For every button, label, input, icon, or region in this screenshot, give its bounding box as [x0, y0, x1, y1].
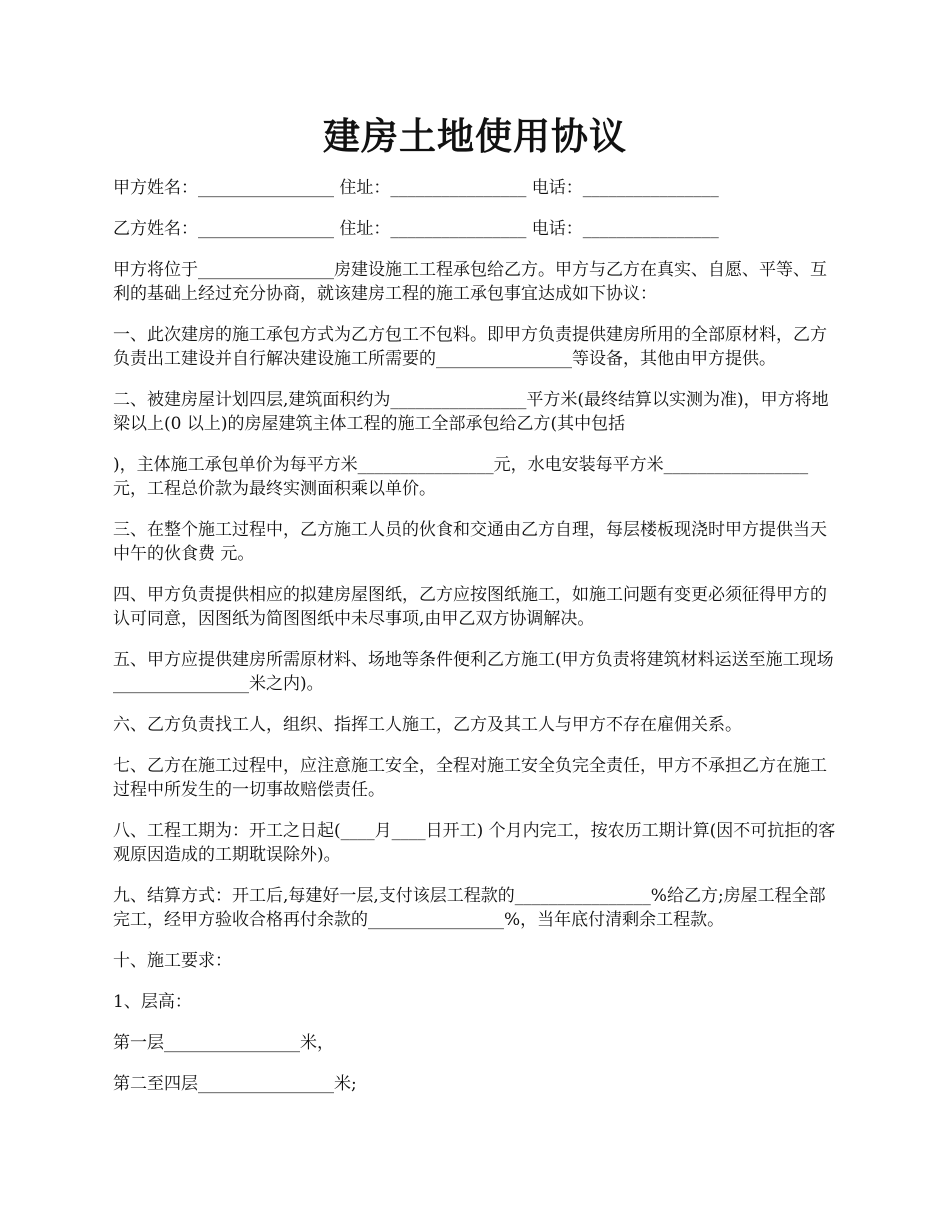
- party-a-info-line: 甲方姓名：________________ 住址：________________ 电话：________________: [113, 178, 719, 198]
- clause-5: 五、甲方应提供建房所需原材料、场地等条件便利乙方施工(甲方负责将建筑材料运送至施工现场________________米之内)。: [113, 650, 834, 694]
- document-body: [113, 176, 841, 1113]
- document-title: 建房土地使用协议: [323, 114, 627, 158]
- clause-2-continued: )，主体施工承包单价为每平方米________________元，水电安装每平方米_________________元，工程总价款为最终实测面积乘以单价。: [113, 455, 809, 499]
- first-floor-height: 第一层________________米，: [113, 1033, 334, 1053]
- clause-3: 三、在整个施工过程中，乙方施工人员的伙食和交通由乙方自理，每层楼板现浇时甲方提供当天中午的伙食费 元。: [113, 520, 827, 564]
- clause-9: 九、结算方式：开工后,每建好一层,支付该层工程款的________________%给乙方;房屋工程全部完工，经甲方验收合格再付余款的________________%，当年底付清剩余工程款。: [113, 886, 826, 930]
- clause-6: 六、乙方负责找工人，组织、指挥工人施工，乙方及其工人与甲方不存在雇佣关系。: [113, 715, 742, 735]
- clause-2: 二、被建房屋计划四层,建筑面积约为________________平方米(最终结算以实测为准)，甲方将地梁以上(0 以上)的房屋建筑主体工程的施工全部承包给乙方(其中包括: [113, 390, 829, 434]
- floor-height-heading: 1、层高：: [113, 992, 192, 1012]
- clause-10-heading: 十、施工要求：: [113, 951, 232, 971]
- preamble-paragraph: 甲方将位于________________房建设施工工程承包给乙方。甲方与乙方在真实、自愿、平等、互利的基础上经过充分协商，就该建房工程的施工承包事宜达成如下协议：: [113, 260, 827, 304]
- clause-1: 一、此次建房的施工承包方式为乙方包工不包料。即甲方负责提供建房所用的全部原材料，乙方负责出工建设并自行解决建设施工所需要的________________等设备，其他由甲方提供。: [113, 325, 827, 369]
- party-b-info-line: 乙方姓名：________________ 住址：________________ 电话：________________: [113, 219, 719, 239]
- clause-7: 七、乙方在施工过程中，应注意施工安全，全程对施工安全负完全责任，甲方不承担乙方在施工过程中所发生的一切事故赔偿责任。: [113, 756, 827, 800]
- clause-4: 四、甲方负责提供相应的拟建房屋图纸，乙方应按图纸施工，如施工问题有变更必须征得甲方的认可同意，因图纸为简图图纸中未尽事项,由甲乙双方协调解决。: [113, 585, 827, 629]
- second-to-fourth-floor-height: 第二至四层________________米;: [113, 1074, 357, 1094]
- clause-8: 八、工程工期为：开工之日起(____月____日开工) 个月内完工，按农历工期计算(因不可抗拒的客观原因造成的工期耽误除外)。: [113, 821, 836, 865]
